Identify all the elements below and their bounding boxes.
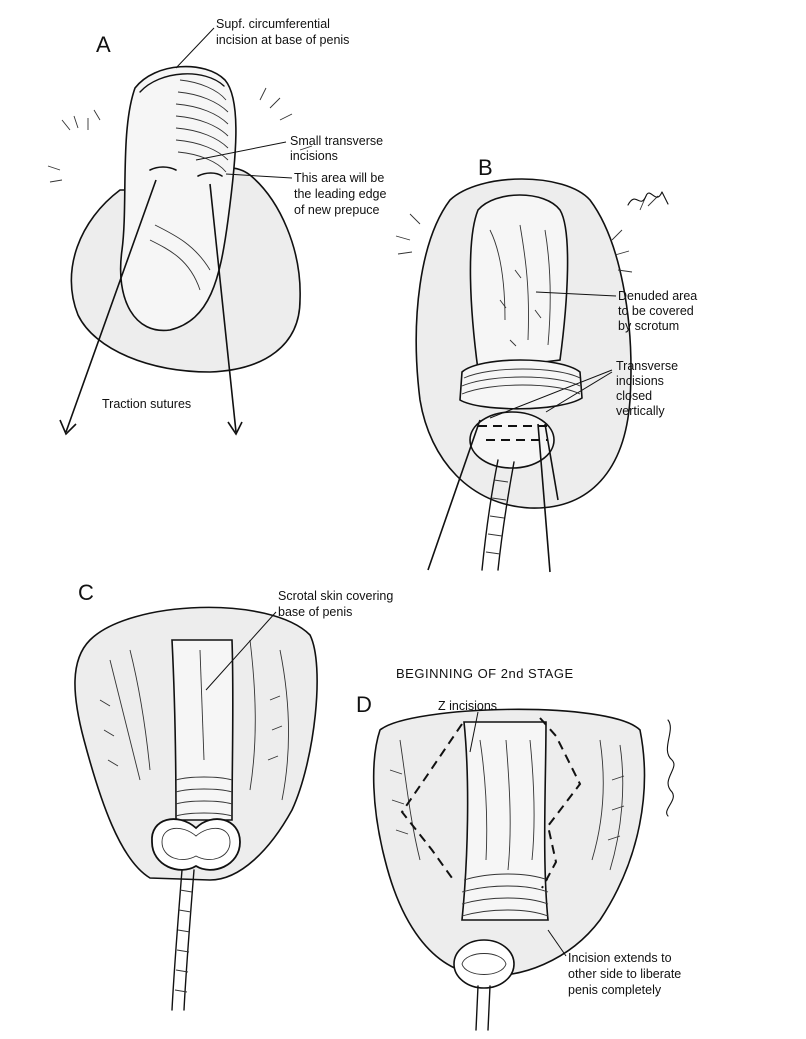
panel-d-glans <box>454 940 514 988</box>
panel-d-label-incision-extends: Incision extends to other side to liberate penis completely <box>568 951 682 997</box>
panel-c-label-scrotal: Scrotal skin covering base of penis <box>278 589 394 619</box>
panel-b-letter: B <box>478 155 493 180</box>
panel-c-letter: C <box>78 580 94 605</box>
panel-b-label-denuded: Denuded area to be covered by scrotum <box>618 289 698 333</box>
panel-a-label-traction: Traction sutures <box>102 397 192 411</box>
panel-d <box>356 666 685 1030</box>
panel-b-signature <box>628 192 668 205</box>
panel-d-letter: D <box>356 692 372 717</box>
panel-a-leader-supf <box>176 28 214 68</box>
panel-c <box>75 580 397 1010</box>
panel-a <box>48 17 390 434</box>
panel-b-shaft <box>470 195 567 370</box>
panel-d-catheter <box>476 986 490 1030</box>
panel-c-shaft <box>172 640 233 820</box>
panel-a-label-leading-edge: This area will be the leading edge of new prepuce <box>294 171 387 217</box>
panel-d-stage-title: BEGINNING OF 2nd STAGE <box>396 666 574 681</box>
panel-a-label-small-transverse: Small transverse incisions <box>290 134 384 163</box>
panel-a-label-supf: Supf. circumferential incision at base of penis <box>216 17 350 47</box>
panel-c-catheter-texture <box>175 890 192 992</box>
panel-a-letter: A <box>96 32 111 57</box>
panel-b <box>396 155 701 572</box>
panel-d-label-z: Z incisions <box>438 699 498 713</box>
panel-b-label-transverse: Transverse incisions closed vertically <box>616 359 679 418</box>
panel-d-signature <box>667 720 674 816</box>
panel-d-shaft <box>462 722 548 920</box>
panel-c-catheter <box>172 870 194 1010</box>
